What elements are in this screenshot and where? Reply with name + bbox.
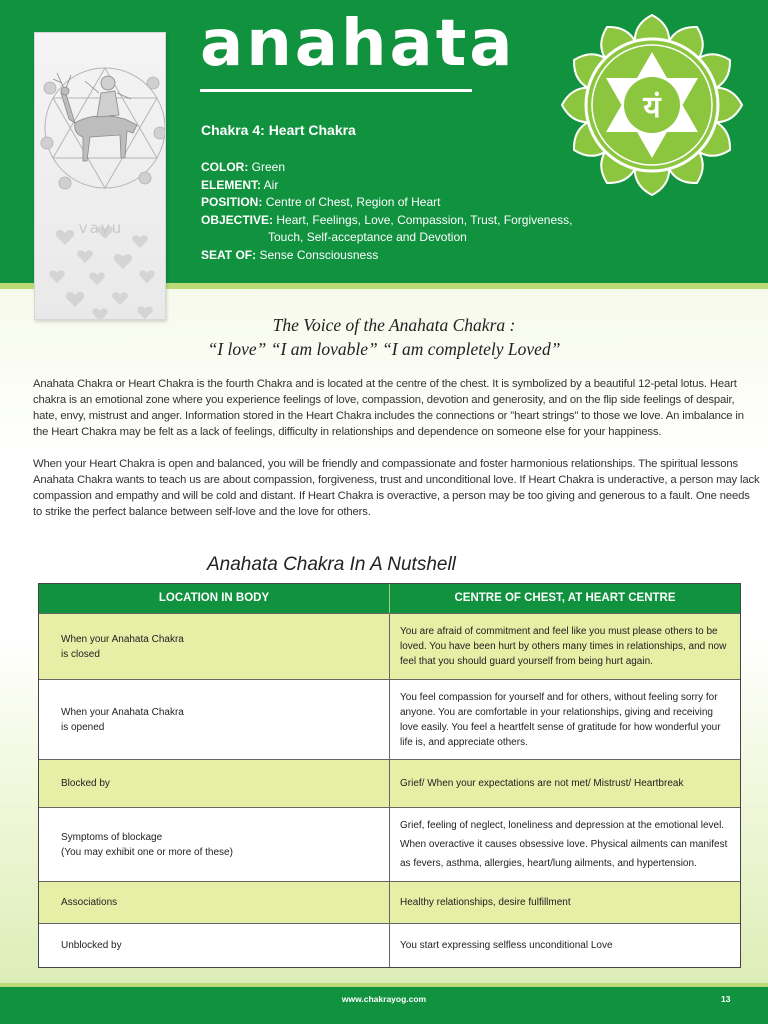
table-row	[39, 807, 740, 881]
table-row	[39, 923, 740, 967]
info-element: ELEMENT: Air	[201, 177, 279, 192]
table-cell-value: Healthy relationships, desire fulfillment	[400, 897, 571, 908]
table-row	[39, 759, 740, 807]
table-cell-label: When your Anahata Chakra is closed	[39, 614, 390, 679]
footer-band	[0, 987, 768, 1024]
nutshell-table	[38, 583, 741, 968]
table-cell-value: You feel compassion for yourself and for others, without feeling sorry for anyone. You are comfortable in your relationships, giving and receiving love easily. You feel a heartfelt sense of gratitude for how wonderful your life is, and appreciate others.	[400, 691, 721, 748]
vayu-illustration-card	[34, 32, 166, 320]
vayu-label: vayu	[78, 219, 124, 237]
table-cell-value: Grief/ When your expectations are not met/ Mistrust/ Heartbreak	[400, 778, 684, 789]
table-cell-label: When your Anahata Chakra is opened	[39, 680, 390, 759]
table-header-row	[39, 584, 740, 613]
info-seat: SEAT OF: Sense Consciousness	[201, 247, 379, 262]
table-cell-value: You are afraid of commitment and feel like you must please others to be loved. You have been hurt by others many times in relationships, and now feel that you should guard yourself from being hurt again.	[400, 626, 727, 667]
table-header-right: CENTRE OF CHEST, AT HEART CENTRE	[454, 592, 676, 604]
table-row	[39, 881, 740, 923]
table-cell-label: Blocked by	[39, 760, 390, 807]
page-number: 13	[721, 994, 731, 1004]
emblem-glyph: यं	[643, 90, 661, 125]
deer-rider-illustration	[35, 33, 166, 320]
info-objective: OBJECTIVE: Heart, Feelings, Love, Compassion, Trust, Forgiveness, Touch, Self-acceptance and Devotion	[201, 212, 621, 247]
voice-heading	[0, 313, 768, 361]
voice-line-2: “I love” “I am lovable” “I am completely Loved”	[207, 339, 561, 359]
nutshell-title: Anahata Chakra In A Nutshell	[207, 554, 456, 575]
table-cell-value: Grief, feeling of neglect, loneliness and depression at the emotional level. When overactive it causes obsessive love. Physical ailments can manifest as fevers, asthma, allergies, heart/lung ailments, and hypertension.	[400, 820, 728, 869]
balance-paragraph: When your Heart Chakra is open and balanced, you will be friendly and compassionate and foster harmonious relationships. The spiritual lessons Anahata Chakra wants to teach us are about compassion, forgiveness, trust and unconditional love. If Heart Chakra is underactive, a person may lack compassion and empathy and will be cold and distant. If Heart Chakra is overactive, a person may be too giving and generous to a fault. One needs to strike the perfect balance between self-love and the love for others.	[33, 458, 760, 518]
intro-paragraph: Anahata Chakra or Heart Chakra is the fourth Chakra and is located at the centre of the chest. It is symbolized by a beautiful 12-petal lotus. Heart chakra is an emotional zone where you experience feelings of love, compassion, devotion and generosity, and on the flip side feelings of despair, hate, envy, mistrust and anger. Information stored in the Heart Chakra includes the connections or "heart strings" to those we love. An imbalance in the Heart Chakra may be felt as a lack of feelings, difficulty in relationships and dependence on someone else for your happiness.	[33, 378, 744, 438]
table-cell-label: Associations	[39, 882, 390, 923]
table-header-left: LOCATION IN BODY	[39, 584, 390, 613]
chakra-info-list	[201, 159, 621, 264]
table-cell-label: Symptoms of blockage (You may exhibit one or more of these)	[39, 808, 390, 881]
anahata-lotus-icon	[559, 12, 745, 198]
voice-line-1: The Voice of the Anahata Chakra :	[272, 315, 516, 335]
table-cell-value: You start expressing selfless unconditional Love	[400, 940, 613, 951]
table-row	[39, 679, 740, 759]
footer-url: www.chakrayog.com	[341, 994, 427, 1004]
info-objective-continuation: Touch, Self-acceptance and Devotion	[268, 230, 467, 244]
title-underline	[200, 89, 472, 92]
chakra-heading: Chakra 4: Heart Chakra	[201, 122, 356, 138]
info-color: COLOR: Green	[201, 160, 286, 174]
table-row	[39, 613, 740, 679]
info-position: POSITION: Centre of Chest, Region of Heart	[201, 195, 441, 209]
table-cell-label: Unblocked by	[39, 924, 390, 967]
page-title: anahata	[200, 7, 516, 81]
